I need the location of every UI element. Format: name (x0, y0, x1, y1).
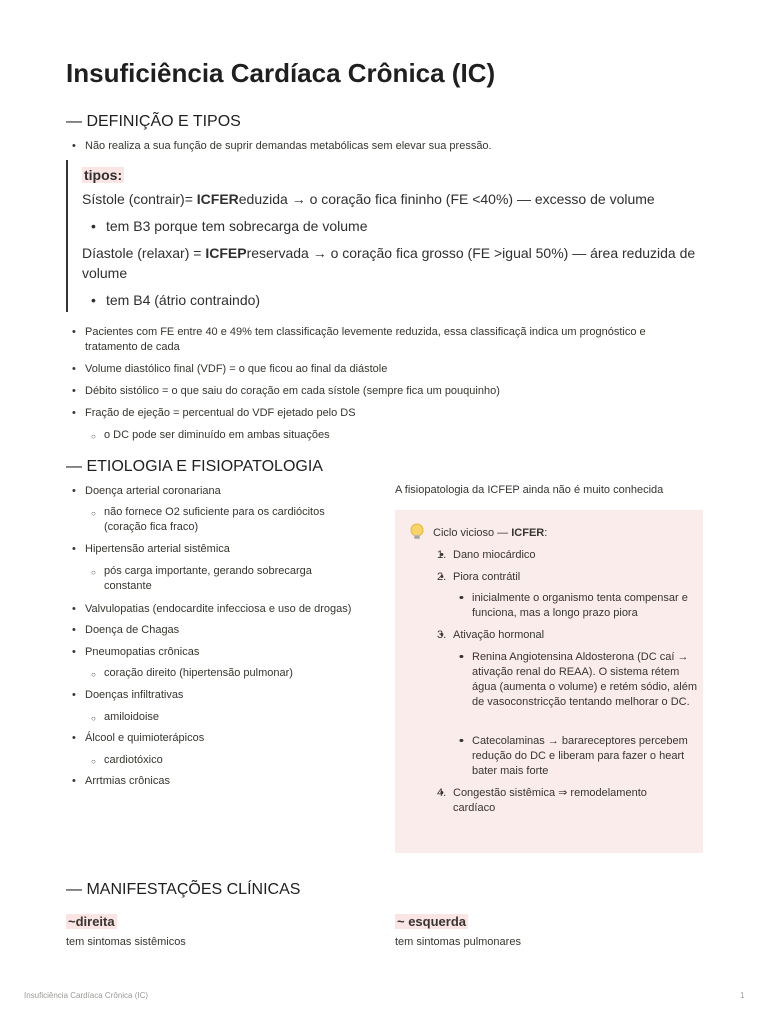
diastole-line: Díastole (relaxar) = ICFEPreservada → o coração fica grosso (FE >igual 50%) — área reduzida de volume (82, 245, 696, 281)
quote-block (66, 160, 702, 312)
step-detail: • • Catecolaminas → barareceptores percebem redução do DC e liberam para fazer o heart bater mais forte (472, 734, 698, 779)
lightbulb-icon (409, 523, 425, 541)
direita-title: ~direita (68, 914, 115, 929)
sub-list-item: ○ não fornece O2 suficiente para os cardiócitos (coração fica fraco) (104, 505, 344, 535)
list-item: • Fração de ejeção = percentual do VDF ejetado pelo DS (85, 406, 685, 421)
list-item: • Doença de Chagas (85, 623, 375, 638)
ordered-step: • 1. Dano miocárdico (453, 548, 683, 563)
list-item: • Arrtmias crônicas (85, 774, 375, 789)
quote-bullet: • tem B4 (átrio contraindo) (91, 292, 261, 308)
sistole-line: Sístole (contrair)= ICFEReduzida → o coração fica fininho (FE <40%) — excesso de volume (82, 191, 655, 207)
list-item: • Pneumopatias crônicas (85, 645, 375, 660)
footer-title: Insuficiência Cardíaca Crônica (IC) (24, 991, 149, 1000)
list-item: • Pacientes com FE entre 40 e 49% tem classificação levemente reduzida, essa classificaçã indica um prognóstico e tratamento de cada (85, 325, 695, 355)
callout-title: Ciclo vicioso — ICFER: (433, 527, 548, 539)
sub-list-item: ○ o DC pode ser diminuído em ambas situações (104, 428, 684, 443)
ordered-step: • 2. Piora contrátil (453, 570, 683, 585)
ordered-step: • 3. Ativação hormonal (453, 628, 683, 643)
ordered-step: • 4. Congestão sistêmica ⇒ remodelamento cardíaco (453, 786, 683, 816)
quote-label: tipos: (84, 167, 123, 183)
list-item: • Doenças infiltrativas (85, 688, 375, 703)
right-note: A fisiopatologia da ICFEP ainda não é muito conhecida (395, 484, 664, 496)
list-item: • Volume diastólico final (VDF) = o que ficou ao final da diástole (85, 362, 685, 377)
sub-list-item: ○ amiloidoise (104, 710, 364, 725)
sub-list-item: ○ pós carga importante, gerando sobrecarga constante (104, 564, 334, 594)
list-item: • Não realiza a sua função de suprir demandas metabólicas sem elevar sua pressão. (85, 139, 685, 154)
esquerda-text: tem sintomas pulmonares (395, 936, 521, 948)
page-title: Insuficiência Cardíaca Crônica (IC) (66, 58, 496, 88)
list-item: • Doença arterial coronariana (85, 484, 375, 499)
esquerda-title: ~ esquerda (397, 914, 467, 929)
list-item: • Débito sistólico = o que saiu do coração em cada sístole (sempre fica um pouquinho) (85, 384, 685, 399)
sub-list-item: ○ cardiotóxico (104, 753, 364, 768)
sub-list-item: ○ coração direito (hipertensão pulmonar) (104, 666, 364, 681)
page-number: 1 (740, 991, 745, 1000)
step-detail: • • inicialmente o organismo tenta compensar e funciona, mas a longo prazo piora (472, 591, 698, 621)
callout-box (395, 510, 703, 853)
quote-bullet: • tem B3 porque tem sobrecarga de volume (91, 218, 368, 234)
list-item: • Álcool e quimioterápicos (85, 731, 375, 746)
step-detail: • • Renina Angiotensina Aldosterona (DC caí → ativação renal do REAA). O sistema rétem água (aumenta o volume) e retém sódio, além de vasoconstricção tentando melhorar o DC. (472, 650, 698, 710)
section-heading-etiologia: — ETIOLOGIA E FISIOPATOLOGIA (66, 458, 323, 475)
section-heading-manifestacoes: — MANIFESTAÇÕES CLÍNICAS (66, 881, 301, 898)
list-item: • Hipertensão arterial sistêmica (85, 542, 375, 557)
direita-text: tem sintomas sistêmicos (66, 936, 186, 948)
list-item: • Valvulopatias (endocardite infecciosa e uso de drogas) (85, 602, 385, 617)
section-heading-definicao: — DEFINIÇÃO E TIPOS (66, 113, 241, 130)
